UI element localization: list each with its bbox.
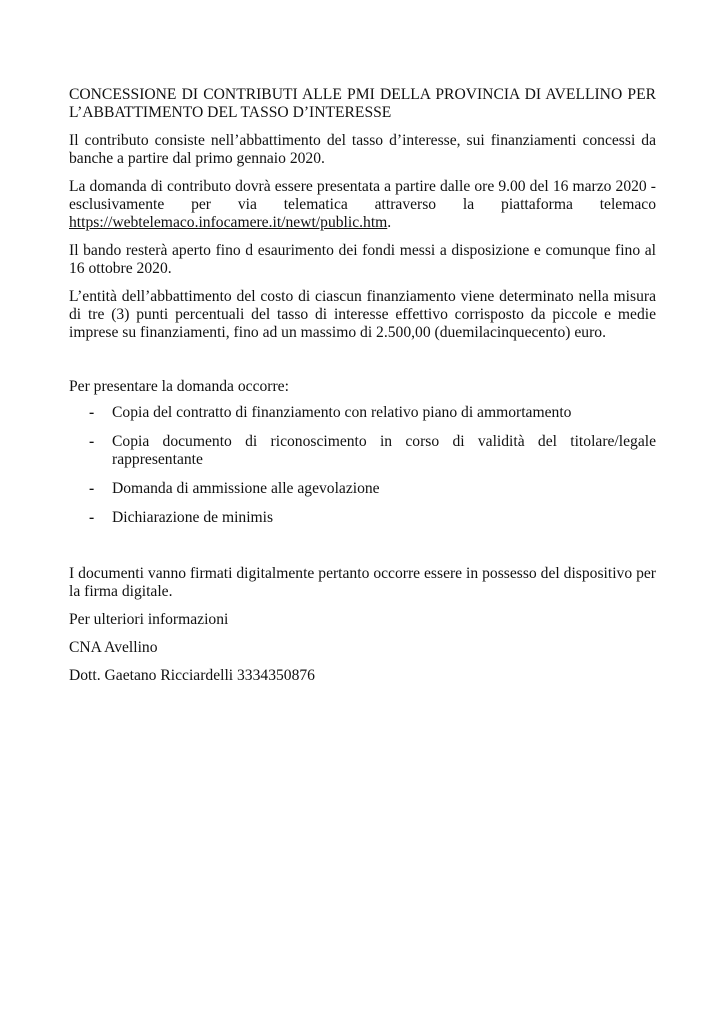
list-item [69, 404, 656, 422]
paragraph-signature: I documenti vanno firmati digitalmente pertanto occorre essere in possesso del dispositivo per la firma digitale. [69, 565, 656, 600]
bullet-marker: - [89, 404, 95, 421]
contact-line: Dott. Gaetano Ricciardelli 3334350876 [69, 667, 315, 684]
application-text: La domanda di contributo dovrà essere presentata a partire dalle ore 9.00 del 16 marzo 2020 - esclusivamente per via telematica attraverso la piattaforma telemaco [69, 178, 656, 213]
requirements-list [69, 404, 656, 527]
bullet-marker: - [89, 509, 95, 526]
list-item-text: Dichiarazione de minimis [112, 509, 274, 526]
paragraph-amount: L’entità dell’abbattimento del costo di ciascun finanziamento viene determinato nella misura di tre (3) punti percentuali del tasso di interesse effettivo corrisposto da piccole e medie imprese su finanziamenti, fino ad un massimo di 2.500,00 (duemilacinquecento) euro. [69, 288, 656, 341]
paragraph-deadline: Il bando resterà aperto fino d esaurimento dei fondi messi a disposizione e comunque fino al 16 ottobre 2020. [69, 242, 656, 277]
document-page [69, 86, 656, 685]
list-intro: Per presentare la domanda occorre: [69, 378, 289, 395]
organization-name: CNA Avellino [69, 639, 158, 656]
list-item [69, 433, 656, 469]
bullet-marker: - [89, 480, 95, 497]
bullet-marker: - [89, 433, 95, 450]
application-text-end: . [387, 214, 392, 231]
list-item-text: Domanda di ammissione alle agevolazione [112, 480, 380, 497]
list-item-text: Copia del contratto di finanziamento con relativo piano di ammortamento [112, 404, 572, 421]
list-item [69, 509, 656, 527]
paragraph-application [69, 178, 656, 232]
telemaco-link[interactable]: https://webtelemaco.infocamere.it/newt/public.htm [69, 214, 388, 231]
document-title: CONCESSIONE DI CONTRIBUTI ALLE PMI DELLA PROVINCIA DI AVELLINO PER L’ABBATTIMENTO DEL TASSO D’INTERESSE [69, 86, 656, 121]
list-item [69, 480, 656, 498]
list-item-text: Copia documento di riconoscimento in corso di validità del titolare/legale rappresentante [112, 433, 656, 468]
paragraph-contribution: Il contributo consiste nell’abbattimento del tasso d’interesse, sui finanziamenti concessi da banche a partire dal primo gennaio 2020. [69, 132, 656, 167]
info-line: Per ulteriori informazioni [69, 611, 229, 628]
